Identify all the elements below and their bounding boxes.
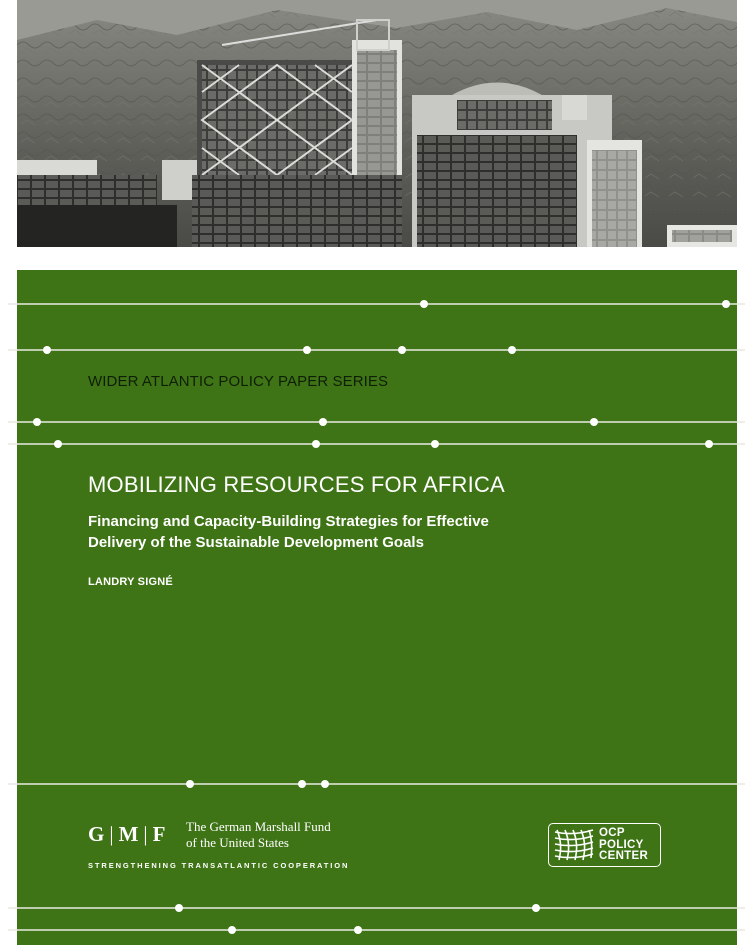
rule-dot	[186, 780, 194, 788]
ocp-line: POLICY	[599, 838, 644, 851]
report-title: MOBILIZING RESOURCES FOR AFRICA	[88, 472, 505, 497]
rule-dot	[590, 418, 598, 426]
logo-divider: |	[109, 822, 115, 846]
rule-dot	[321, 780, 329, 788]
gmf-name-line: of the United States	[186, 835, 289, 850]
rule-dot	[43, 346, 51, 354]
rule-dot	[33, 418, 41, 426]
logo-divider: |	[143, 822, 149, 846]
rule-dot	[228, 926, 236, 934]
rule-dot	[722, 300, 730, 308]
gmf-logo	[88, 822, 166, 847]
rule-dot	[420, 300, 428, 308]
gmf-organization-name	[186, 819, 386, 851]
rule-dot	[319, 418, 327, 426]
ocp-globe-icon	[553, 828, 595, 862]
rule-dot	[303, 346, 311, 354]
gmf-letter: G	[88, 822, 106, 846]
ocp-logo	[548, 823, 661, 867]
rule-dot	[532, 904, 540, 912]
gmf-letter: F	[152, 822, 167, 846]
rule-dot	[431, 440, 439, 448]
rule-dot	[354, 926, 362, 934]
rule-dot	[398, 346, 406, 354]
rule-dot	[54, 440, 62, 448]
gmf-letter: M	[118, 822, 140, 846]
rule-dot	[298, 780, 306, 788]
gmf-tagline: STRENGTHENING TRANSATLANTIC COOPERATION	[88, 861, 350, 870]
rule-dot	[312, 440, 320, 448]
rule-dot	[508, 346, 516, 354]
ocp-line: OCP	[599, 827, 625, 839]
author-name: LANDRY SIGNÉ	[88, 576, 173, 588]
report-subtitle: Financing and Capacity-Building Strategies for Effective Delivery of the Sustainable Development Goals	[88, 513, 489, 551]
ocp-line: CENTER	[599, 850, 649, 862]
rule-dot	[175, 904, 183, 912]
gmf-name-line: The German Marshall Fund	[186, 819, 331, 834]
rule-dot	[705, 440, 713, 448]
series-label: WIDER ATLANTIC POLICY PAPER SERIES	[88, 373, 389, 390]
ocp-wordmark	[599, 828, 648, 863]
